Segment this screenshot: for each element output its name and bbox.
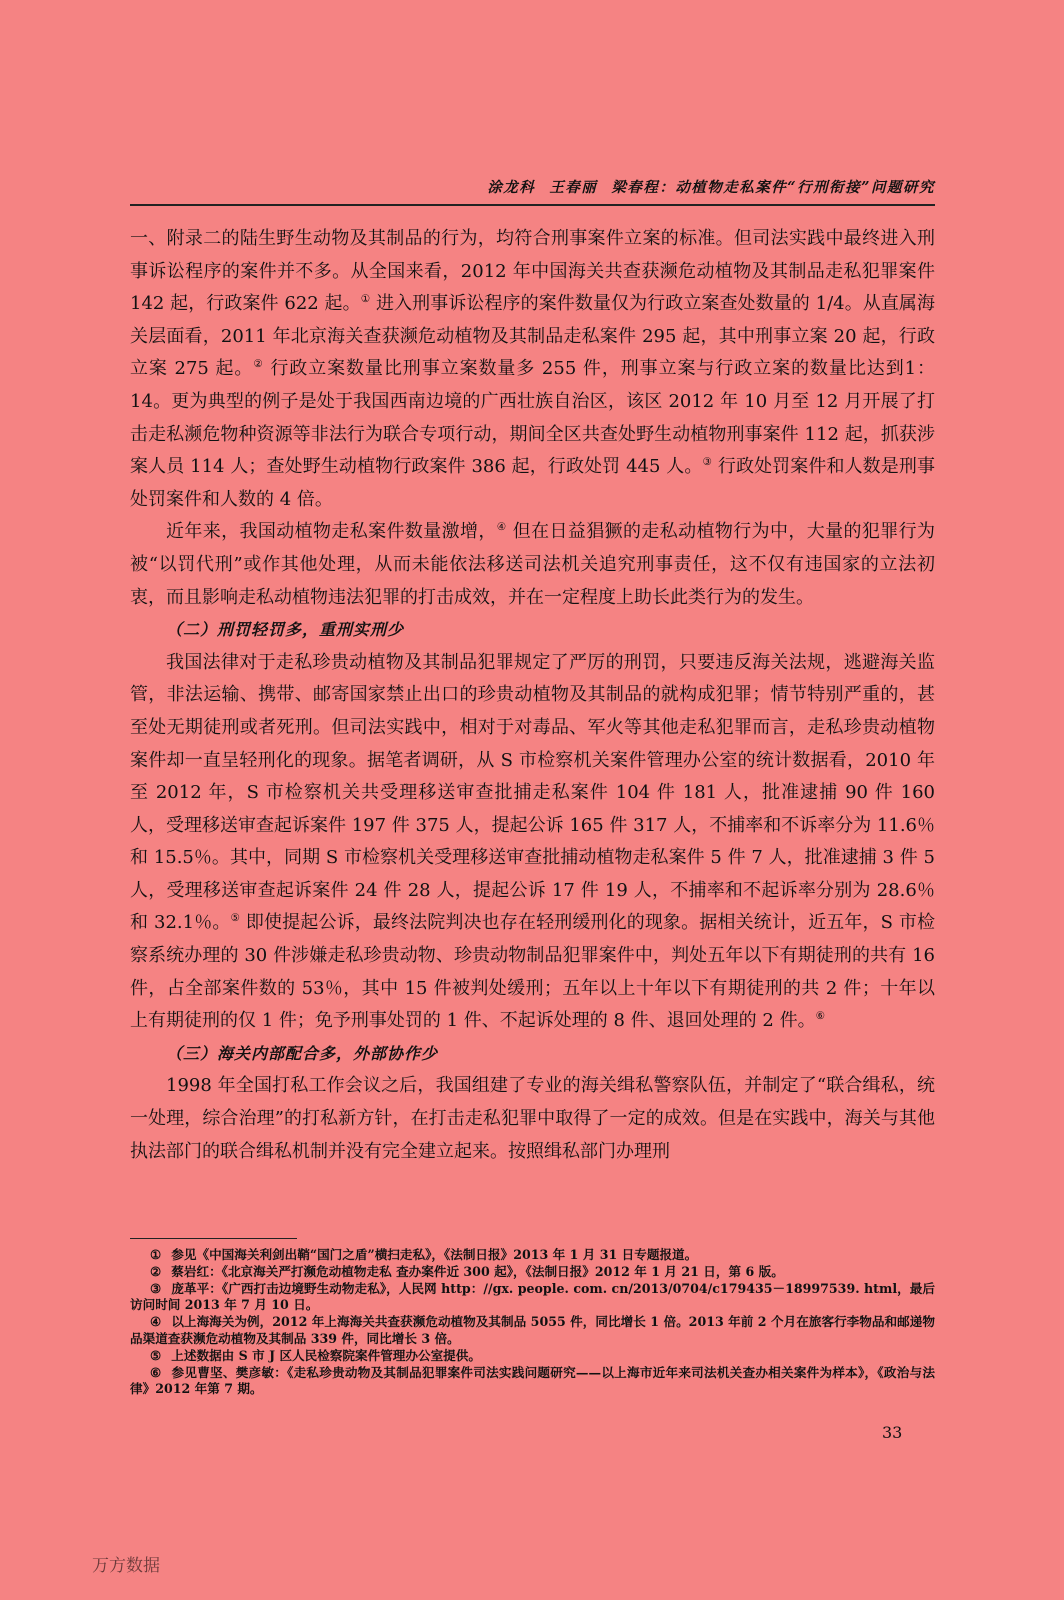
footnote-text-3: 庞革平：《广西打击边境野生动物走私》，人民网 http：//gx. people. com. cn/2013/0704/c179435－18997539. html，最后访问时间 2013 年 7 月 10 日。 [130,1280,936,1313]
p3-text-a: 我国法律对于走私珍贵动植物及其制品犯罪规定了严厉的刑罚，只要违反海关法规，逃避海关监管，非法运输、携带、邮寄国家禁止出口的珍贵动植物及其制品的就构成犯罪；情节特别严重的，甚至处无期徒刑或者死刑。但司法实践中，相对于对毒品、军火等其他走私犯罪而言，走私珍贵动植物案件却一直呈轻刑化的现象。据笔者调研，从 S 市检察机关案件管理办公室的统计数据看，2010 年至 2012 年，S 市检察机关共受理移送审查批捕走私案件 104 件 181 人，批准逮捕 90 件 160 人，受理移送审查起诉案件 197 件 375 人，提起公诉 165 件 317 人，不捕率和不诉率分为 11.6％和 15.5％。其中，同期 S 市检察机关受理移送审查批捕动植物走私案件 5 件 7 人，批准逮捕 3 件 5 人，受理移送审查起诉案件 24 件 28 人，提起公诉 17 件 19 人，不捕率和不起诉率分别为 28.6％和 32.1％。 [130,651,935,934]
p1-text-c: 行政立案数量比刑事立案数量多 255 件，刑事立案与行政立案的数量比达到1：14。更为典型的例子是处于我国西南边境的广西壮族自治区，该区 2012 年 10 月至 12 月开展了打击走私濒危物种资源等非法行为联合专项行动，期间全区共查处野生动植物刑事案件 112 起，抓获涉案人员 114 人；查处野生动植物行政案件 386 起，行政处罚 445 人。 [130,358,935,478]
header-separator: ： [659,179,676,196]
footnote-ref-3[interactable]: ③ [702,456,713,469]
footnote-mark-6: ⑥ [150,1364,162,1380]
footnote-mark-3: ③ [150,1280,162,1296]
footnote-mark-2: ② [150,1263,162,1279]
p1-text-b: 进入刑事诉讼程序的案件数量仅为行政立案查处数量的 1/4。从直属海关层面看，2011 年北京海关查获濒危动植物及其制品走私案件 295 起，其中刑事立案 20 起，行政立案 275 起。 [130,293,935,380]
p1-text-a: 一、附录二的陆生野生动物及其制品的行为，均符合刑事案件立案的标准。但司法实践中最终进入刑事诉讼程序的案件并不多。从全国来看，2012 年中国海关共查获濒危动植物及其制品走私犯罪案件 142 起，行政案件 622 起。 [130,228,935,315]
footnote-mark-5: ⑤ [150,1347,162,1363]
header-author-1: 涂龙科 [487,179,536,196]
p2-text-a: 近年来，我国动植物走私案件数量激增， [166,521,497,543]
paragraph-1 [130,223,935,516]
footnote-mark-1: ① [150,1247,162,1262]
page-number: 33 [882,1423,903,1442]
header-rule [130,204,935,206]
header-title: 动植物走私案件“行刑衔接”问题研究 [675,179,935,196]
footnote-ref-6[interactable]: ⑥ [815,1010,826,1023]
footnote-6 [130,1365,935,1399]
footnote-4 [130,1314,935,1348]
footnote-text-2: 蔡岩红：《北京海关严打濒危动植物走私 查办案件近 300 起》，《法制日报》2012 年 1 月 21 日，第 6 版。 [171,1263,784,1279]
paragraph-3 [130,647,935,1038]
header-author-2: 王春丽 [549,179,598,196]
footnote-ref-1[interactable]: ① [360,293,371,306]
footnote-text-4: 以上海海关为例，2012 年上海海关共查获濒危动植物及其制品 5055 件，同比增长 1 倍。2013 年前 2 个月在旅客行李物品和邮递物品渠道查获濒危动植物及其制品 339 件，同比增长 3 倍。 [130,1314,935,1346]
footnote-text-6: 参见曹坚、樊彦敏：《走私珍贵动物及其制品犯罪案件司法实践问题研究——以上海市近年来司法机关查办相关案件为样本》，《政治与法律》2012 年第 7 期。 [130,1364,935,1397]
paragraph-2 [130,516,935,614]
footnote-2 [130,1264,935,1281]
footnotes [130,1247,935,1398]
footnote-ref-2[interactable]: ② [253,358,264,371]
section-heading-3: （三）海关内部配合多，外部协作少 [166,1043,439,1063]
header-author-3: 梁春程 [611,179,660,196]
p1-text-d: 行政处罚案件和人数是刑事处罚案件和人数的 4 倍。 [130,456,935,510]
footnote-1 [130,1247,935,1264]
footnote-rule [130,1238,297,1239]
footnote-text-1: 参见《中国海关利剑出鞘“国门之盾”横扫走私》，《法制日报》2013 年 1 月 31 日专题报道。 [171,1247,698,1262]
footnote-ref-4[interactable]: ④ [496,521,507,534]
p3-text-b: 即使提起公诉，最终法院判决也存在轻刑缓刑化的现象。据相关统计，近五年，S 市检察系统办理的 30 件涉嫌走私珍贵动物、珍贵动物制品犯罪案件中，判处五年以下有期徒刑的共有 16 件，占全部案件数的 53％，其中 15 件被判处缓刑；五年以上十年以下有期徒刑的共 2 件；十年以上有期徒刑的仅 1 件；免予刑事处罚的 1 件、不起诉处理的 8 件、退回处理的 2 件。 [130,912,935,1032]
footnote-text-5: 上述数据由 S 市 J 区人民检察院案件管理办公室提供。 [171,1347,481,1363]
footnote-5 [130,1348,935,1365]
paragraph-4: 1998 年全国打私工作会议之后，我国组建了专业的海关缉私警察队伍，并制定了“联合缉私，统一处理，综合治理”的打私新方针，在打击走私犯罪中取得了一定的成效。但是在实践中，海关与其他执法部门的联合缉私机制并没有完全建立起来。按照缉私部门办理刑 [130,1075,935,1162]
article-body [130,223,935,1168]
watermark: 万方数据 [92,1556,160,1576]
footnote-mark-4: ④ [150,1314,162,1330]
footnote-3 [130,1281,935,1315]
p2-text-b: 但在日益猖獗的走私动植物行为中，大量的犯罪行为被“以罚代刑”或作其他处理，从而未能依法移送司法机关追究刑事责任，这不仅有违国家的立法初衷，而且影响走私动植物违法犯罪的打击成效，并在一定程度上助长此类行为的发生。 [130,521,935,608]
footnote-ref-5[interactable]: ⑤ [230,912,241,925]
running-header [130,176,935,197]
section-heading-2: （二）刑罚轻罚多，重刑实刑少 [166,620,405,640]
